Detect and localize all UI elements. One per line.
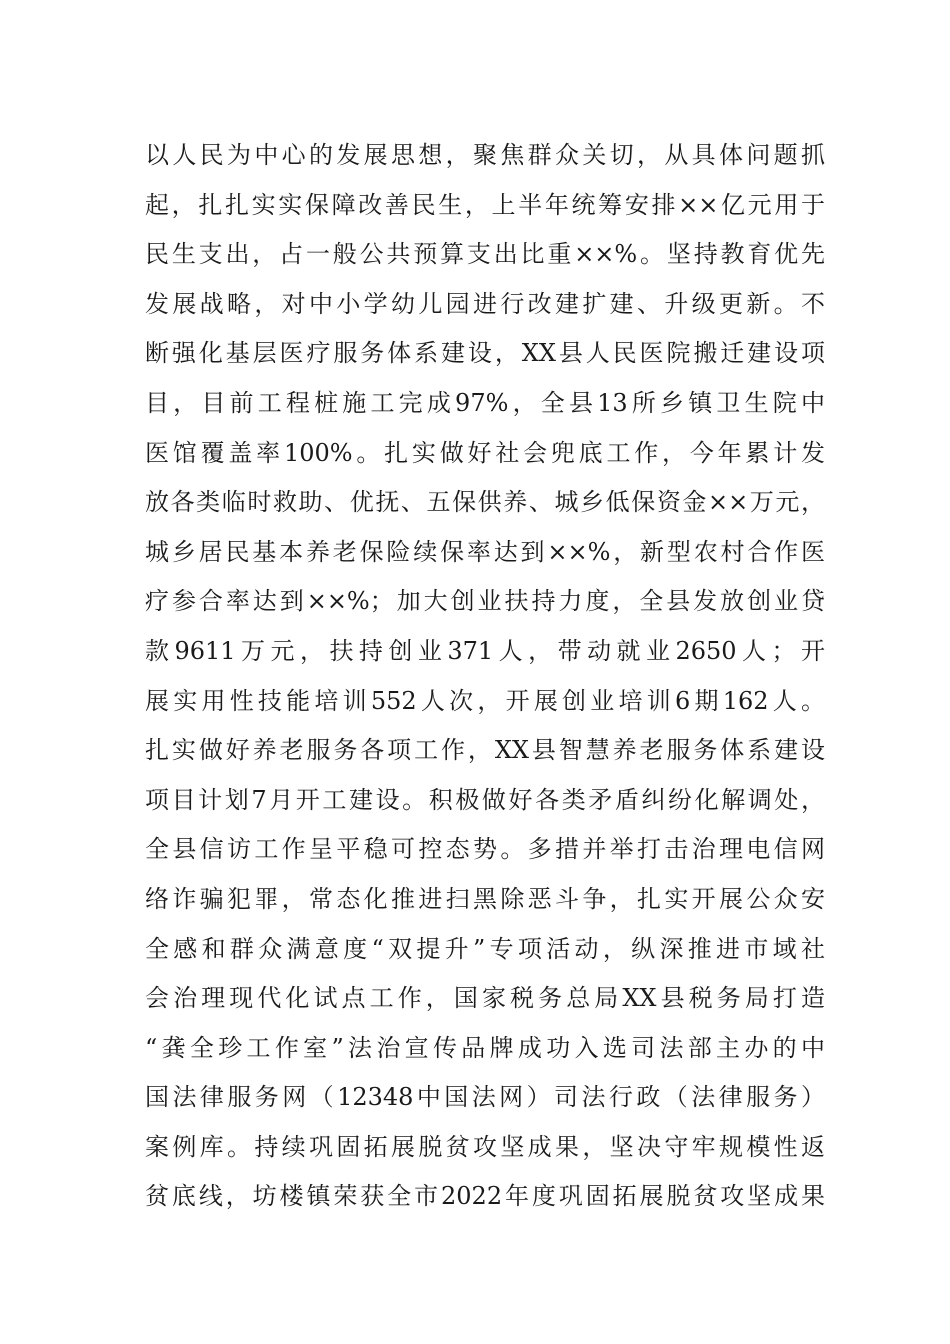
text-line: 款9611万元，扶持创业371人，带动就业2650人；开 — [145, 636, 825, 665]
text-line: 民生支出，占一般公共预算支出比重××%。坚持教育优先 — [145, 240, 825, 269]
text-line: 发展战略，对中小学幼儿园进行改建扩建、升级更新。不 — [145, 289, 825, 318]
text-line: 以人民为中心的发展思想，聚焦群众关切，从具体问题抓 — [145, 141, 825, 169]
text-line: 展实用性技能培训552人次，开展创业培训6期162人。 — [145, 686, 825, 715]
text-line: 络诈骗犯罪，常态化推进扫黑除恶斗争，扎实开展公众安 — [145, 884, 825, 913]
text-line: “龚全珍工作室”法治宣传品牌成功入选司法部主办的中 — [145, 1033, 825, 1062]
body-text — [145, 131, 825, 1222]
text-line: 项目计划7月开工建设。积极做好各类矛盾纠纷化解调处， — [145, 785, 825, 814]
text-line: 医馆覆盖率100%。扎实做好社会兜底工作，今年累计发 — [145, 438, 825, 467]
text-line: 起，扎扎实实保障改善民生，上半年统筹安排××亿元用于 — [145, 190, 825, 219]
text-line: 目，目前工程桩施工完成97%，全县13所乡镇卫生院中 — [145, 388, 825, 417]
text-line: 会治理现代化试点工作，国家税务总局XX县税务局打造 — [145, 984, 825, 1013]
text-line: 全感和群众满意度“双提升”专项活动，纵深推进市域社 — [145, 934, 825, 963]
text-line: 国法律服务网（12348中国法网）司法行政（法律服务） — [145, 1083, 825, 1112]
text-line: 城乡居民基本养老保险续保率达到××%，新型农村合作医 — [145, 537, 825, 566]
text-line: 案例库。持续巩固拓展脱贫攻坚成果，坚决守牢规模性返 — [145, 1132, 825, 1161]
text-line: 放各类临时救助、优抚、五保供养、城乡低保资金××万元， — [145, 488, 825, 517]
text-line: 断强化基层医疗服务体系建设，XX县人民医院搬迁建设项 — [145, 339, 825, 368]
text-line: 扎实做好养老服务各项工作，XX县智慧养老服务体系建设 — [145, 736, 825, 765]
text-line: 疗参合率达到××%；加大创业扶持力度，全县发放创业贷 — [145, 587, 825, 616]
text-line: 全县信访工作呈平稳可控态势。多措并举打击治理电信网 — [145, 835, 825, 864]
text-line: 贫底线，坊楼镇荣获全市2022年度巩固拓展脱贫攻坚成果 — [145, 1182, 825, 1211]
